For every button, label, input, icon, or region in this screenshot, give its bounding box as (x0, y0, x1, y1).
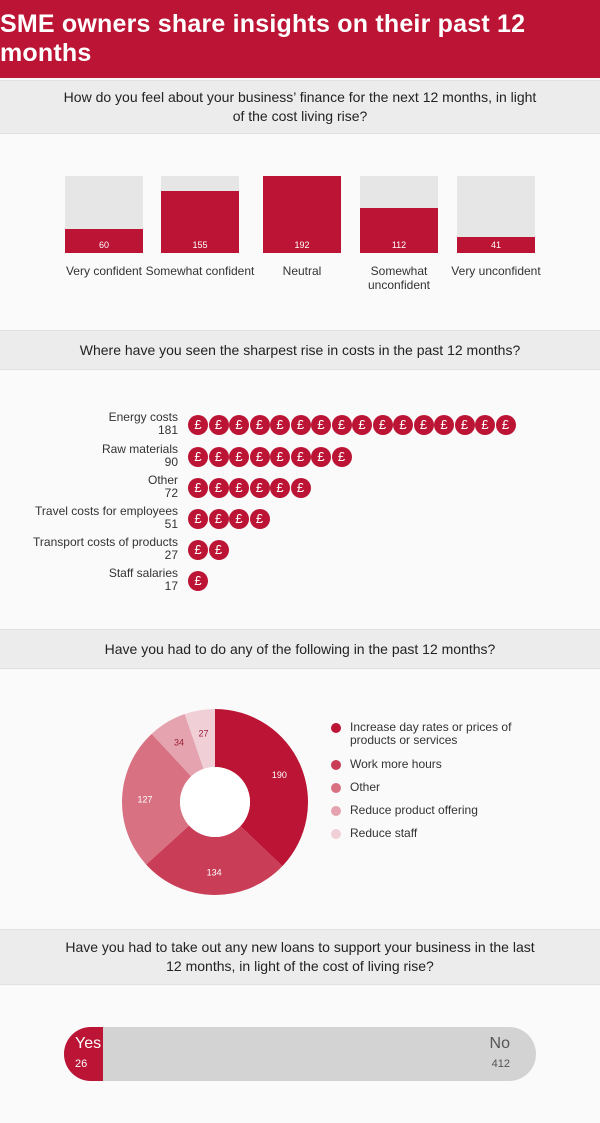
loans-track (64, 1027, 536, 1081)
pound-icon: £ (393, 415, 413, 435)
pound-icon: £ (311, 447, 331, 467)
bar-background (161, 176, 239, 253)
cost-label (35, 505, 178, 531)
pound-icon: £ (250, 447, 270, 467)
donut-hole (180, 767, 250, 837)
pound-icon: £ (209, 415, 229, 435)
question-3: Have you had to do any of the following in the past 12 months? (0, 629, 600, 669)
pound-icon: £ (209, 540, 229, 560)
pound-icon: £ (229, 509, 249, 529)
cost-category: Raw materials (101, 442, 178, 456)
loans-yes-label: Yes (75, 1035, 102, 1052)
pound-icon: £ (188, 478, 208, 498)
pound-icon: £ (188, 447, 208, 467)
pound-icon: £ (229, 415, 249, 435)
donut-value-label: 27 (198, 728, 209, 739)
pound-icon: £ (250, 509, 270, 529)
bar-background (360, 176, 438, 253)
pound-icon: £ (188, 415, 208, 435)
pound-icon: £ (291, 415, 311, 435)
pound-icon: £ (373, 415, 393, 435)
pound-icon: £ (188, 509, 208, 529)
donut-value-label: 34 (174, 737, 185, 748)
pound-icon: £ (250, 478, 270, 498)
cost-label (148, 474, 178, 500)
pound-icon: £ (229, 478, 249, 498)
pound-icon: £ (434, 415, 454, 435)
pound-icon: £ (209, 478, 229, 498)
pound-icon: £ (229, 447, 249, 467)
loans-yes-value: 26 (75, 1058, 88, 1070)
cost-row (0, 505, 600, 535)
pound-icon: £ (188, 571, 208, 591)
cost-value: 72 (164, 486, 178, 500)
pound-icon: £ (496, 415, 516, 435)
pound-icon: £ (311, 415, 331, 435)
donut-value-label: 190 (271, 769, 287, 780)
loans-no-label: No (489, 1035, 510, 1052)
bar-value-label: 60 (98, 240, 109, 250)
donut-value-label: 127 (137, 794, 153, 805)
pound-icon: £ (352, 415, 372, 435)
pound-icon: £ (332, 447, 352, 467)
bar-background (263, 176, 341, 253)
pound-icon: £ (188, 540, 208, 560)
pound-icon: £ (270, 447, 290, 467)
pound-icon: £ (332, 415, 352, 435)
cost-value: 90 (164, 455, 178, 469)
page-title: SME owners share insights on their past 12 months (0, 10, 526, 67)
cost-label (102, 443, 178, 469)
pound-icon: £ (475, 415, 495, 435)
cost-label (109, 567, 178, 593)
bar-value-label: 41 (490, 240, 501, 250)
legend-swatch (331, 760, 341, 770)
question-4: Have you had to take out any new loans to support your business in the last 12 months, in light of the cost of living rise? (0, 929, 600, 985)
pound-icon: £ (250, 415, 270, 435)
cost-row (0, 411, 600, 441)
cost-row (0, 567, 600, 597)
bar-value-label: 112 (391, 240, 407, 250)
cost-category: Energy costs (108, 410, 178, 424)
cost-value: 17 (164, 579, 178, 593)
bar-background (457, 176, 535, 253)
question-2: Where have you seen the sharpest rise in costs in the past 12 months? (0, 330, 600, 370)
cost-label (109, 411, 178, 437)
legend-label: Other (350, 780, 381, 794)
pound-icon: £ (209, 509, 229, 529)
legend-label: Reduce product offering (350, 803, 478, 817)
bar-category-label: Neutral (282, 264, 322, 278)
pound-icon: £ (291, 478, 311, 498)
legend-swatch (331, 783, 341, 793)
legend-swatch (331, 806, 341, 816)
bar-background (65, 176, 143, 253)
pound-icon: £ (270, 415, 290, 435)
bar-category-label: Somewhat confident (145, 264, 255, 278)
bar-category-label: Very unconfident (451, 264, 541, 278)
legend-label: Reduce staff (350, 826, 418, 840)
bar-category-label: Somewhat unconfident (367, 264, 431, 292)
cost-value: 27 (164, 548, 178, 562)
cost-row (0, 474, 600, 504)
pound-icon: £ (209, 447, 229, 467)
pound-icon: £ (414, 415, 434, 435)
loans-no-value: 412 (491, 1058, 510, 1070)
pound-icon: £ (270, 478, 290, 498)
legend-label: Increase day rates or prices of products or services (350, 720, 512, 747)
pound-icon: £ (291, 447, 311, 467)
cost-value: 181 (157, 423, 178, 437)
pound-icon: £ (455, 415, 475, 435)
cost-label (33, 536, 178, 562)
donut-value-label: 134 (206, 867, 222, 878)
cost-value: 51 (164, 517, 178, 531)
cost-row (0, 443, 600, 473)
bar-value-label: 155 (192, 240, 208, 250)
cost-category: Staff salaries (108, 566, 178, 580)
header-banner (0, 0, 600, 78)
legend-swatch (331, 829, 341, 839)
cost-category: Transport costs of products (33, 535, 178, 549)
cost-category: Other (147, 473, 178, 487)
cost-row (0, 536, 600, 566)
bar-value-label: 192 (294, 240, 310, 250)
actions-donut (122, 709, 308, 895)
legend-swatch (331, 723, 341, 733)
bar-category-label: Very confident (65, 264, 143, 278)
legend-label: Work more hours (350, 757, 442, 771)
cost-category: Travel costs for employees (35, 504, 178, 518)
question-1: How do you feel about your business’ finance for the next 12 months, in light of the cost living rise? (0, 80, 600, 134)
